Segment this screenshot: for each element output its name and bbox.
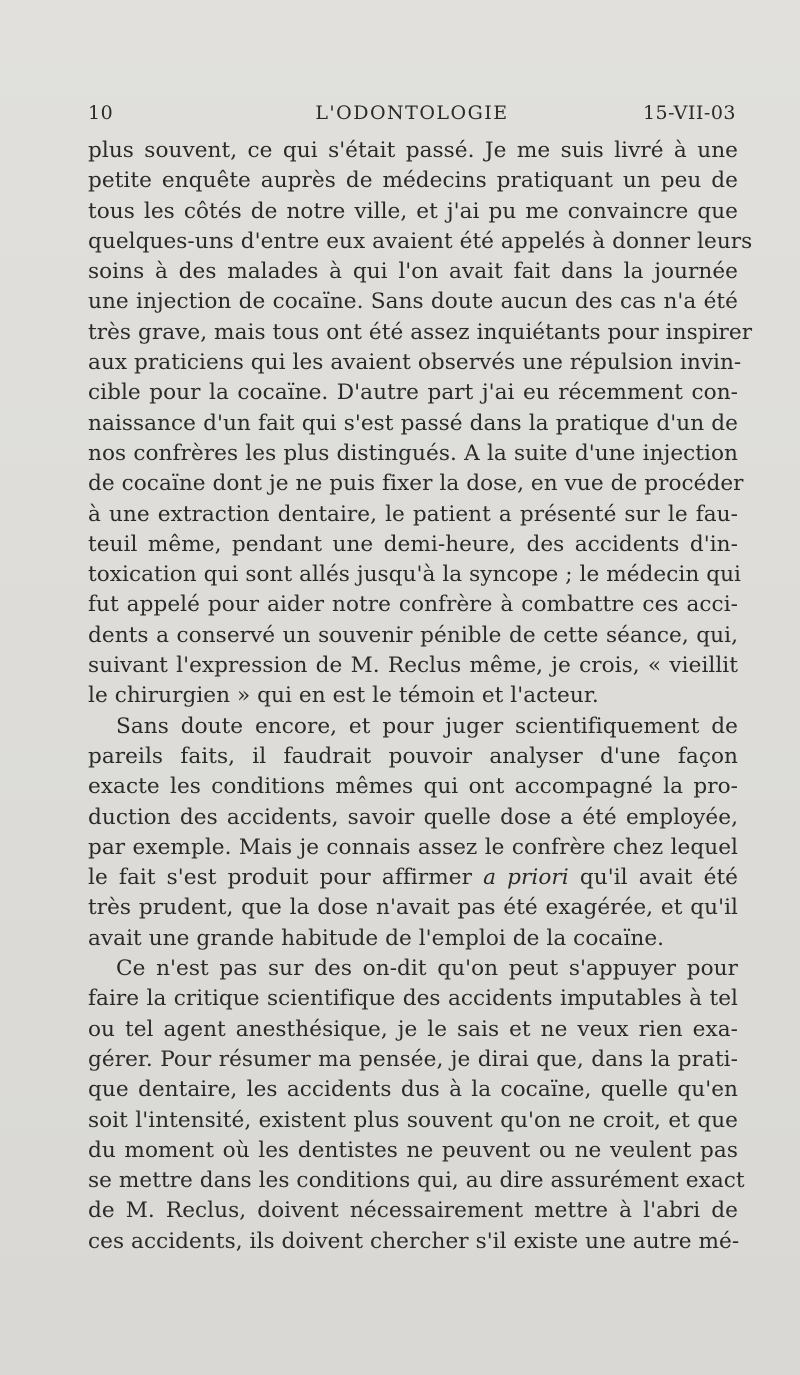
text-line: faire la critique scientifique des accidents imputables à tel [88, 986, 738, 1012]
text-line: avait une grande habitude de l'emploi de la cocaïne. [88, 925, 665, 951]
text-line: que dentaire, les accidents dus à la cocaïne, quelle qu'en [88, 1077, 738, 1103]
text-line: à une extraction dentaire, le patient a présenté sur le fau- [88, 501, 738, 527]
paragraph [88, 954, 745, 1257]
text-line: Ce n'est pas sur des on-dit qu'on peut s'appuyer pour [116, 956, 738, 982]
text-line: très grave, mais tous ont été assez inquiétants pour inspirer [88, 319, 753, 345]
text-line: ces accidents, ils doivent chercher s'il existe une autre mé- [88, 1228, 740, 1254]
journal-title: L'ODONTOLOGIE [315, 102, 509, 124]
paragraph [88, 136, 753, 712]
text-line: Sans doute encore, et pour juger scientifiquement de [116, 713, 738, 739]
text-line: aux praticiens qui les avaient observés une répulsion invin- [88, 350, 742, 376]
text-line: très prudent, que la dose n'avait pas été exagérée, et qu'il [88, 895, 738, 921]
text-line: suivant l'expression de M. Reclus même, je crois, « vieillit [88, 653, 738, 679]
issue-date: 15-VII-03 [642, 102, 736, 124]
text-line: tous les côtés de notre ville, et j'ai pu me convaincre que [88, 198, 738, 224]
text-line: duction des accidents, savoir quelle dose a été employée, [88, 804, 738, 830]
text-line: cible pour la cocaïne. D'autre part j'ai eu récemment con- [88, 380, 738, 406]
text-line: se mettre dans les conditions qui, au dire assurément exact [88, 1168, 745, 1194]
text-line: soit l'intensité, existent plus souvent qu'on ne croit, et que [88, 1107, 738, 1133]
text-line: plus souvent, ce qui s'était passé. Je me suis livré à une [88, 138, 738, 163]
text-line: gérer. Pour résumer ma pensée, je dirai que, dans la prati- [88, 1046, 738, 1072]
text-line: quelques-uns d'entre eux avaient été appelés à donner leurs [88, 228, 753, 254]
text-line: ou tel agent anesthésique, je le sais et ne veux rien exa- [88, 1016, 738, 1042]
text-line: de cocaïne dont je ne puis fixer la dose, en vue de procéder [88, 471, 744, 497]
text-line: exacte les conditions mêmes qui ont accompagné la pro- [88, 774, 738, 800]
text-line: fut appelé pour aider notre confrère à combattre ces acci- [88, 592, 738, 618]
running-header [88, 102, 736, 132]
text-line: pareils faits, il faudrait pouvoir analyser d'une façon [88, 743, 738, 769]
text-line: dents a conservé un souvenir pénible de cette séance, qui, [88, 622, 738, 648]
text-line: le fait s'est produit pour affirmer a priori qu'il avait été [88, 865, 739, 891]
text-line: naissance d'un fait qui s'est passé dans la pratique d'un de [88, 410, 738, 436]
text-line: soins à des malades à qui l'on avait fait dans la journée [88, 259, 738, 285]
page-number: 10 [88, 102, 114, 124]
text-line: le chirurgien » qui en est le témoin et l'acteur. [88, 683, 599, 709]
text-line: teuil même, pendant une demi-heure, des accidents d'in- [88, 531, 738, 557]
italic-phrase: a priori [483, 865, 569, 891]
body-text [88, 136, 753, 1257]
text-line: de M. Reclus, doivent nécessairement mettre à l'abri de [88, 1198, 738, 1224]
paragraph [88, 712, 738, 954]
text-line: toxication qui sont allés jusqu'à la syncope ; le médecin qui [88, 562, 742, 588]
text-line: une injection de cocaïne. Sans doute aucun des cas n'a été [88, 289, 738, 315]
text-line: par exemple. Mais je connais assez le confrère chez lequel [88, 834, 738, 860]
text-line: nos confrères les plus distingués. A la suite d'une injection [88, 440, 738, 466]
text-line: du moment où les dentistes ne peuvent ou ne veulent pas [88, 1137, 738, 1163]
text-line: petite enquête auprès de médecins pratiquant un peu de [88, 168, 738, 194]
